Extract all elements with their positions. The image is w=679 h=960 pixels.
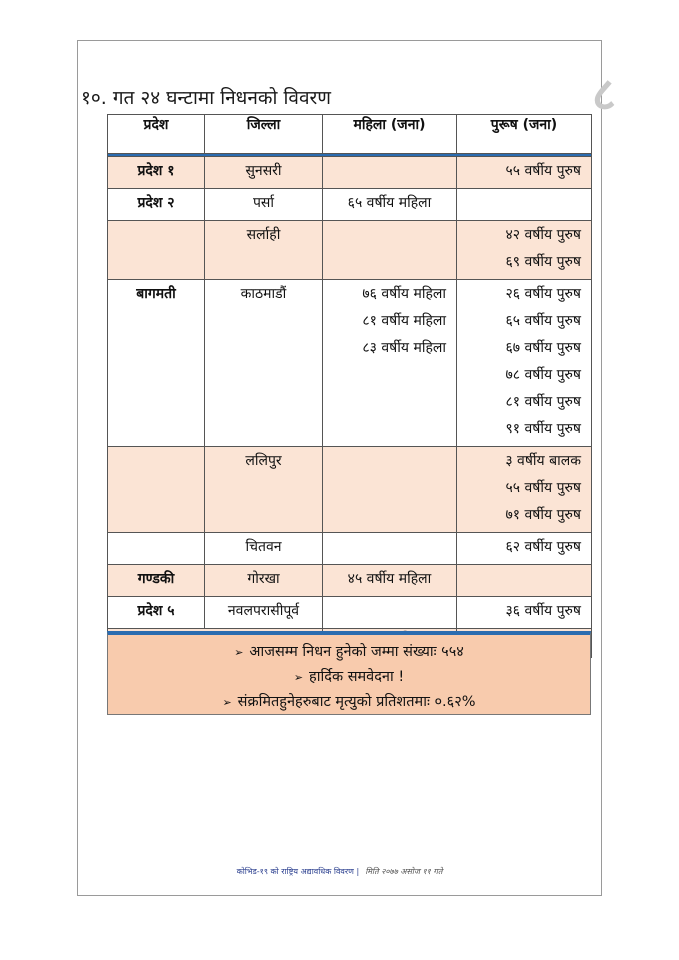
table-row — [108, 565, 592, 597]
province-cell: बागमती — [108, 280, 205, 447]
page-footer — [0, 866, 679, 877]
header-female: महिला (जना) — [323, 115, 457, 154]
district-cell: चितवन — [205, 533, 323, 565]
female-cell — [323, 565, 457, 597]
arrow-bullet-icon: ➢ — [234, 646, 244, 659]
male-entry: ८१ वर्षीय पुरुष — [505, 394, 581, 410]
table-row — [108, 189, 592, 221]
male-cell — [457, 280, 592, 447]
province-cell — [108, 447, 205, 533]
province-cell: प्रदेश ५ — [108, 597, 205, 629]
summary-note-text: संक्रमितहुनेहरुबाट मृत्युको प्रतिशतमाः ०.६२% — [237, 694, 476, 710]
footer-title: कोभिड-१९ को राष्ट्रिय अद्यावधिक विवरण | — [236, 867, 360, 876]
district-cell: सर्लाही — [205, 221, 323, 280]
header-district: जिल्ला — [205, 115, 323, 154]
male-entry: ७१ वर्षीय पुरुष — [505, 507, 581, 523]
table-row — [108, 597, 592, 629]
male-entry: २६ वर्षीय पुरुष — [505, 286, 581, 302]
male-entry: ३६ वर्षीय पुरुष — [505, 603, 581, 619]
female-cell — [323, 447, 457, 533]
table-header-row — [108, 115, 592, 154]
male-cell — [457, 565, 592, 597]
male-entry: ६५ वर्षीय पुरुष — [505, 313, 581, 329]
male-entry: ७८ वर्षीय पुरुष — [505, 367, 581, 383]
district-cell: गोरखा — [205, 565, 323, 597]
female-cell — [323, 280, 457, 447]
table-row — [108, 533, 592, 565]
female-cell — [323, 597, 457, 629]
female-entry: ६५ वर्षीय महिला — [347, 195, 432, 211]
province-cell — [108, 221, 205, 280]
male-entry: ६२ वर्षीय पुरुष — [505, 539, 581, 555]
male-entry: ३ वर्षीय बालक — [505, 453, 581, 469]
table-row — [108, 280, 592, 447]
province-cell: प्रदेश १ — [108, 157, 205, 189]
male-entry: ४२ वर्षीय पुरुष — [505, 227, 581, 243]
table-row — [108, 221, 592, 280]
male-entry: ६९ वर्षीय पुरुष — [505, 254, 581, 270]
female-entry: ८१ वर्षीय महिला — [362, 313, 446, 329]
male-cell — [457, 157, 592, 189]
female-cell — [323, 157, 457, 189]
male-entry: ५५ वर्षीय पुरुष — [505, 163, 581, 179]
footer-date: मिति २०७७ असोज ११ गते — [365, 867, 443, 876]
header-male: पुरूष (जना) — [457, 115, 592, 154]
female-cell — [323, 221, 457, 280]
male-entry: ५५ वर्षीय पुरुष — [505, 480, 581, 496]
province-cell: गण्डकी — [108, 565, 205, 597]
female-cell — [323, 533, 457, 565]
district-cell: सुनसरी — [205, 157, 323, 189]
male-entry: ९१ वर्षीय पुरुष — [505, 421, 581, 437]
male-entry: ६७ वर्षीय पुरुष — [505, 340, 581, 356]
arrow-bullet-icon: ➢ — [293, 671, 304, 684]
province-cell — [108, 533, 205, 565]
female-entry: ४५ वर्षीय महिला — [347, 571, 432, 587]
district-cell: नवलपरासीपूर्व — [205, 597, 323, 629]
female-entry: ७६ वर्षीय महिला — [362, 286, 446, 302]
summary-box — [107, 631, 591, 715]
male-cell — [457, 597, 592, 629]
section-title: १०. गत २४ घन्टामा निधनको विवरण — [81, 87, 332, 109]
district-cell: ललिपुर — [205, 447, 323, 533]
summary-note-text: आजसम्म निधन हुनेको जम्मा संख्याः ५५४ — [249, 644, 464, 660]
summary-note — [108, 641, 590, 666]
male-cell — [457, 221, 592, 280]
summary-note — [108, 666, 590, 691]
province-cell: प्रदेश २ — [108, 189, 205, 221]
deaths-table — [107, 114, 592, 658]
male-cell — [457, 447, 592, 533]
district-cell: पर्सा — [205, 189, 323, 221]
header-province: प्रदेश — [108, 115, 205, 154]
male-cell — [457, 533, 592, 565]
page-number: ८ — [592, 67, 616, 121]
female-cell — [323, 189, 457, 221]
summary-note — [108, 691, 590, 716]
table-row — [108, 447, 592, 533]
male-cell — [457, 189, 592, 221]
summary-note-text: हार्दिक समवेदना ! — [309, 669, 405, 685]
arrow-bullet-icon: ➢ — [222, 696, 232, 709]
district-cell: काठमाडौं — [205, 280, 323, 447]
female-entry: ८३ वर्षीय महिला — [362, 340, 446, 356]
table-row — [108, 157, 592, 189]
